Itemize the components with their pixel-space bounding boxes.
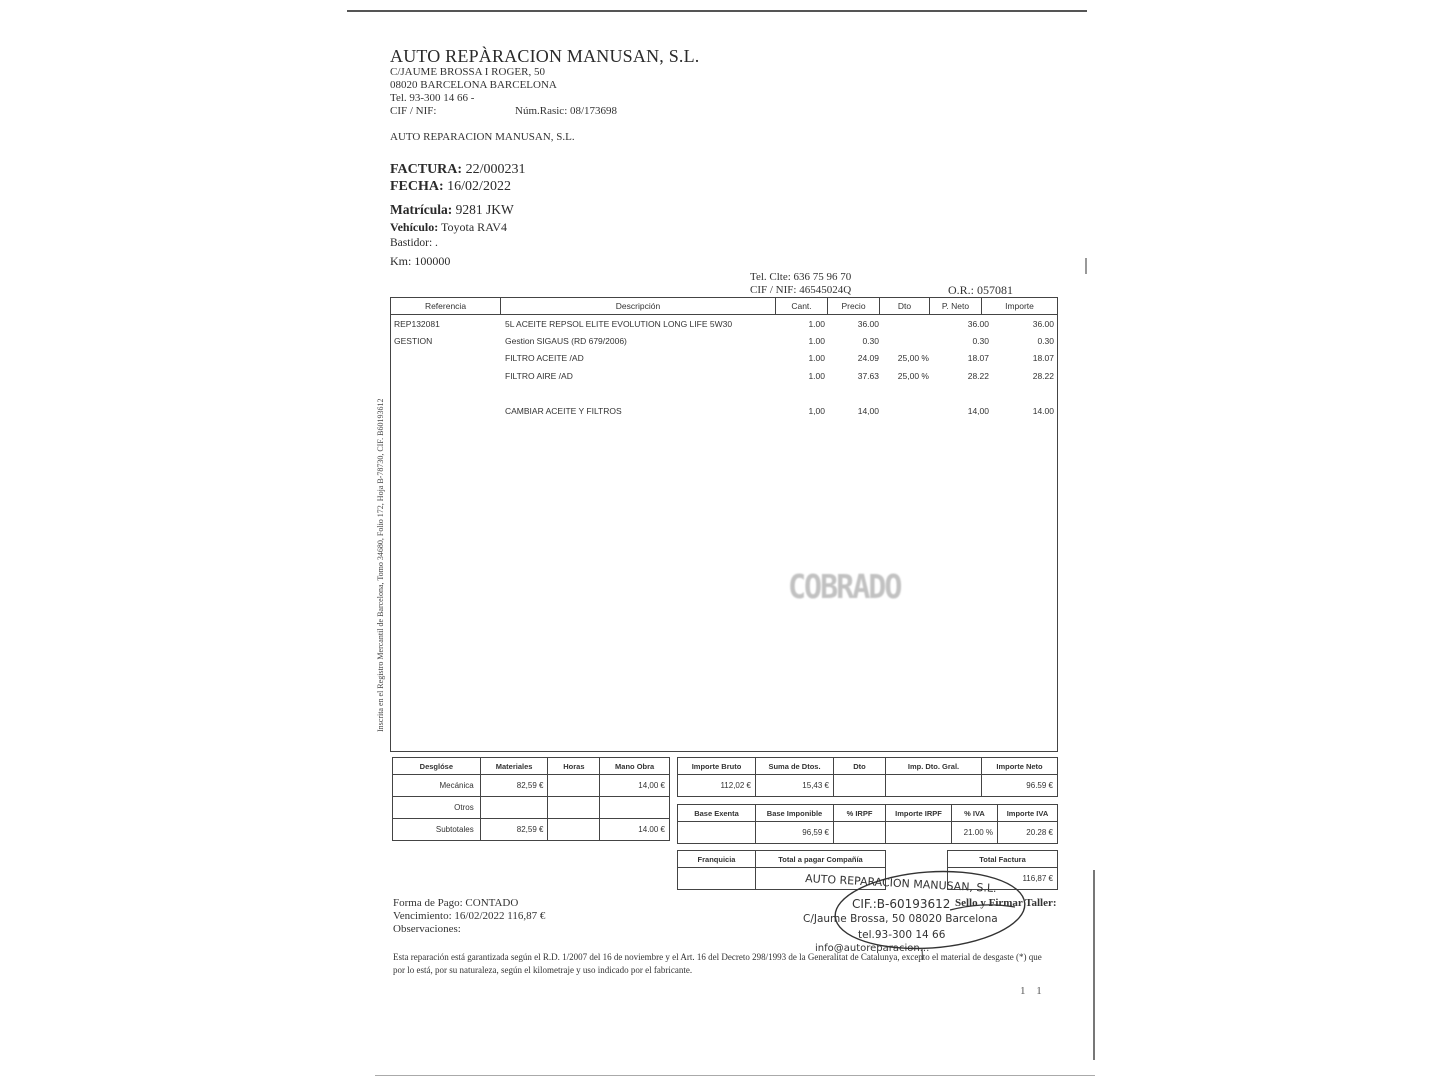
cell-cant: 1.00: [808, 371, 825, 381]
table-row: [391, 336, 1057, 350]
suma-dtos: 15,43 €: [756, 775, 834, 797]
breakdown-table: [392, 757, 670, 841]
totals-header: Importe IRPF: [886, 805, 952, 822]
client-cif: CIF / NIF: 46545024Q: [750, 284, 852, 296]
breakdown-row: [393, 797, 670, 819]
breakdown-mano-obra: 14.00 €: [600, 819, 670, 841]
totals-header: Franquicia: [678, 851, 756, 868]
col-dto: Dto: [880, 298, 930, 314]
cell-precio: 14,00: [857, 406, 879, 416]
observations-label: Observaciones:: [393, 923, 461, 935]
breakdown-label: Subtotales: [393, 819, 481, 841]
breakdown-header: Desglóse: [393, 758, 481, 775]
breakdown-materiales: [480, 797, 548, 819]
totals-header: Importe Neto: [982, 758, 1058, 775]
totals-table-1: [677, 757, 1058, 797]
invoice-number: [390, 162, 525, 178]
bottom-rule: [375, 1075, 1095, 1076]
cell-dto: 25,00 %: [897, 353, 929, 363]
registry-side-text: Inscrita en el Registro Mercantil de Barcelona, Tomo 34680, Folio 172, Hoja B-78730, CIF. B60193612: [376, 398, 385, 732]
paid-stamp: COBRADO: [788, 568, 901, 607]
cell-importe: 36.00: [1032, 319, 1054, 329]
seal-line-4: tel.93-300 14 66: [858, 929, 946, 941]
col-pneto: P. Neto: [930, 298, 982, 314]
totals-header: Total a pagar Compañía: [756, 851, 886, 868]
fecha-value: 16/02/2022: [447, 179, 511, 194]
importe-neto: 96.59 €: [982, 775, 1058, 797]
order-number: O.R.: 057081: [948, 283, 1014, 297]
breakdown-row: [393, 775, 670, 797]
cell-importe: 14.00: [1032, 406, 1054, 416]
table-row: [391, 319, 1057, 333]
warranty-legal-text: Esta reparación está garantizada según el R.D. 1/2007 del 16 de noviembre y el Art. 16 del Decreto 298/1993 de la Generalitat de Catalunya, excepto el material de desgaste (*) que por lo está, por su naturaleza, según el kilometraje y uso indicado por el fabricante.: [393, 952, 1042, 975]
breakdown-horas: [548, 819, 600, 841]
breakdown-mano-obra: [600, 797, 670, 819]
cell-neto: 28.22: [967, 371, 989, 381]
vehicle: [390, 220, 507, 235]
col-importe: Importe: [1005, 301, 1034, 311]
cell-neto: 36.00: [967, 319, 989, 329]
company-name: AUTO REPÀRACION MANUSAN, S.L.: [390, 46, 700, 66]
seal-line-5: info@autoreparacion...: [815, 943, 930, 954]
breakdown-header: Horas: [548, 758, 600, 775]
matricula-label: Matrícula:: [390, 202, 453, 217]
totals-table-2: [677, 804, 1058, 844]
totals-header: % IVA: [952, 805, 998, 822]
totals-header: % IRPF: [834, 805, 886, 822]
cell-precio: 36.00: [857, 319, 879, 329]
base-imponible: 96,59 €: [756, 822, 834, 844]
table-header: [391, 298, 1057, 315]
breakdown-row: [393, 819, 670, 841]
cell-ref: GESTION: [394, 336, 433, 346]
totals-header: Dto: [834, 758, 886, 775]
seal-line-1: AUTO REPARACION MANUSAN, S.L.: [804, 871, 997, 896]
cell-cant: 1.00: [808, 319, 825, 329]
base-exenta: [678, 822, 756, 844]
plate: [390, 202, 514, 218]
breakdown-header: Mano Obra: [600, 758, 670, 775]
totals-header: Importe Bruto: [678, 758, 756, 775]
cell-desc: CAMBIAR ACEITE Y FILTROS: [505, 406, 622, 416]
total-factura: 116,87 €: [948, 868, 1058, 890]
cell-desc: 5L ACEITE REPSOL ELITE EVOLUTION LONG LIFE 5W30: [505, 319, 733, 329]
client-phone: Tel. Clte: 636 75 96 70: [750, 271, 852, 283]
cell-desc: FILTRO AIRE /AD: [505, 371, 573, 381]
totals-header: Imp. Dto. Gral.: [886, 758, 982, 775]
cell-cant: 1.00: [808, 353, 825, 363]
col-referencia: Referencia: [391, 298, 501, 314]
cell-neto: 0.30: [972, 336, 989, 346]
franquicia: [678, 868, 756, 890]
breakdown-horas: [548, 797, 600, 819]
importe-bruto: 112,02 €: [678, 775, 756, 797]
company-seal: [800, 865, 1100, 960]
cell-precio: 0.30: [862, 336, 879, 346]
cell-importe: 0.30: [1037, 336, 1054, 346]
matricula-value: 9281 JKW: [455, 202, 514, 217]
breakdown-materiales: 82,59 €: [480, 819, 548, 841]
totals-header: Base Imponible: [756, 805, 834, 822]
bastidor: Bastidor: .: [390, 237, 438, 249]
totals-header: Suma de Dtos.: [756, 758, 834, 775]
factura-label: FACTURA:: [390, 162, 463, 177]
fecha-label: FECHA:: [390, 179, 444, 194]
totals-header: Total Factura: [948, 851, 1058, 868]
cell-precio: 37.63: [857, 371, 879, 381]
cell-importe: 28.22: [1032, 371, 1054, 381]
kilometers: Km: 100000: [390, 254, 451, 268]
company-phone: Tel. 93-300 14 66 -: [390, 92, 475, 104]
col-cant: Cant.: [776, 298, 828, 314]
iva-percent: 21.00 %: [952, 822, 998, 844]
vehiculo-value: Toyota RAV4: [441, 220, 507, 234]
table-row: [391, 371, 1057, 385]
breakdown-label: Otros: [393, 797, 481, 819]
company-registry: Núm.Rasic: 08/173698: [515, 105, 618, 117]
invoice-date: [390, 179, 511, 195]
company-name-repeat: AUTO REPARACION MANUSAN, S.L.: [390, 131, 575, 143]
page-marks: 1 1: [1020, 985, 1046, 997]
cell-importe: 18.07: [1032, 353, 1054, 363]
imp-dto-gral: [886, 775, 982, 797]
cell-ref: REP132081: [394, 319, 440, 329]
totals-header: Importe IVA: [998, 805, 1058, 822]
company-address-line1: C/JAUME BROSSA I ROGER, 50: [390, 66, 545, 78]
col-descripcion: Descripción: [501, 298, 776, 314]
breakdown-horas: [548, 775, 600, 797]
cell-neto: 14,00: [967, 406, 989, 416]
cell-desc: FILTRO ACEITE /AD: [505, 353, 584, 363]
payment-due: Vencimiento: 16/02/2022 116,87 €: [393, 910, 546, 922]
cell-dto: 25,00 %: [897, 371, 929, 381]
col-precio: Precio: [828, 298, 880, 314]
vehiculo-label: Vehículo:: [390, 220, 439, 234]
company-cif-label: CIF / NIF:: [390, 105, 437, 117]
seal-line-3: C/Jaume Brossa, 50 08020 Barcelona: [803, 913, 998, 925]
totals-header: Base Exenta: [678, 805, 756, 822]
cell-cant: 1.00: [808, 336, 825, 346]
table-row: [391, 406, 1057, 420]
invoice-lines-table: [390, 297, 1058, 752]
breakdown-header: Materiales: [480, 758, 548, 775]
cell-neto: 18.07: [967, 353, 989, 363]
cell-desc: Gestion SIGAUS (RD 679/2006): [505, 336, 627, 346]
cell-precio: 24.09: [857, 353, 879, 363]
importe-irpf: [886, 822, 952, 844]
importe-iva: 20.28 €: [998, 822, 1058, 844]
cell-cant: 1,00: [808, 406, 825, 416]
table-row: [391, 353, 1057, 367]
dto: [834, 775, 886, 797]
breakdown-materiales: 82,59 €: [480, 775, 548, 797]
scan-mark: [1085, 258, 1087, 274]
breakdown-label: Mecánica: [393, 775, 481, 797]
signature-label: Sello y Firmar Taller:: [955, 897, 1057, 909]
top-rule: [347, 10, 1087, 12]
factura-value: 22/000231: [465, 162, 526, 177]
payment-method: Forma de Pago: CONTADO: [393, 897, 519, 909]
company-address-line2: 08020 BARCELONA BARCELONA: [390, 79, 557, 91]
irpf-percent: [834, 822, 886, 844]
seal-line-2: CIF.:B-60193612: [852, 897, 951, 911]
breakdown-mano-obra: 14,00 €: [600, 775, 670, 797]
